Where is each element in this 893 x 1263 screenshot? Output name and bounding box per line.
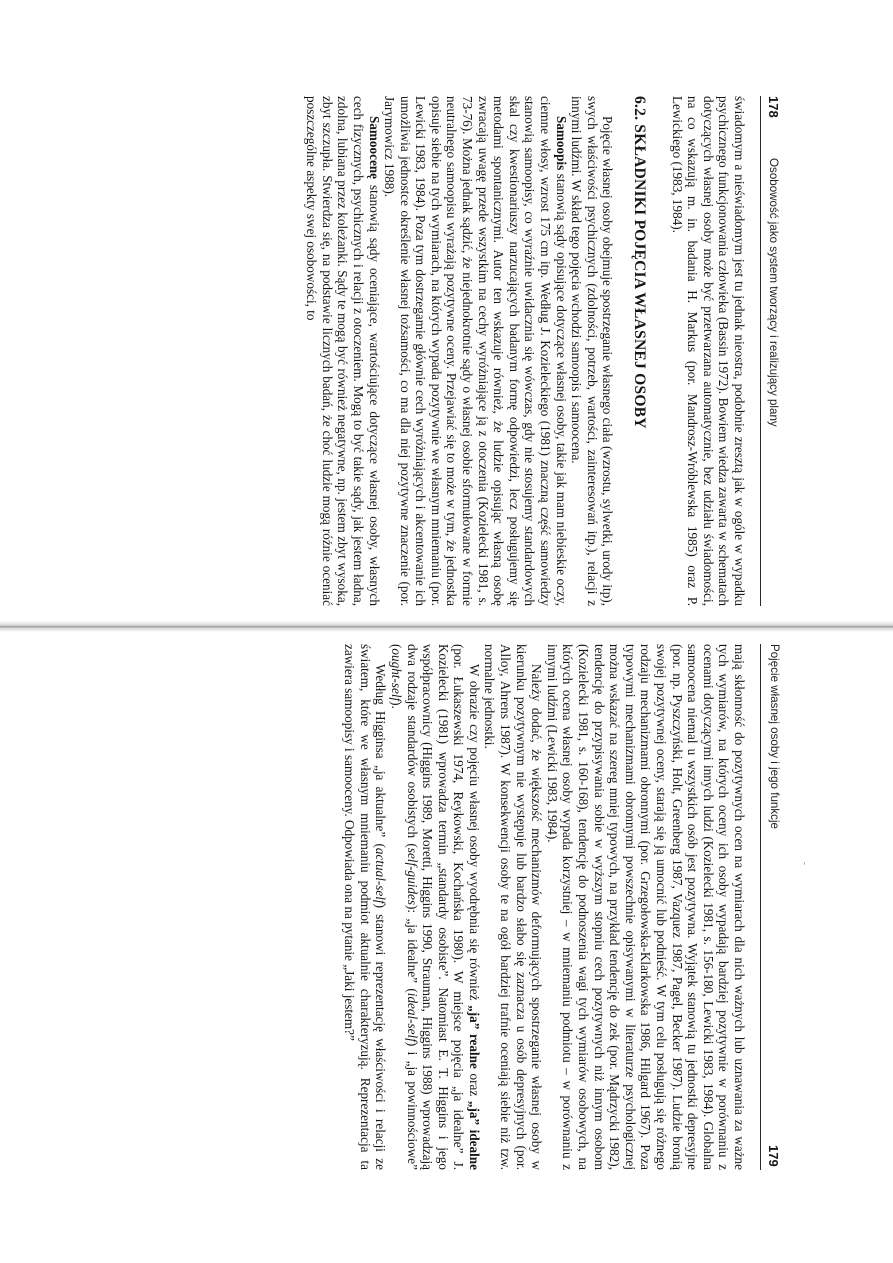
text-run: ): „ja idealne” ( [404,904,420,993]
right-body [342,644,747,1170]
text-run: ) stanowi reprezentację właściwości i relacji ze światem, które we własnym mniemaniu podmiot aktualnie charakteryzują. Reprezentacja ta zawiera samoopisy i samooceny. Odpowiada ona na pytanie „Jaki jestem?” [342,644,389,1170]
text-run: W obrazie czy pojęciu własnej osoby wyodrębnia się również [466,664,482,1006]
text-run: Według Higginsa „ja aktualne” ( [373,664,389,848]
term-samoopis: Samoopis [553,116,569,171]
page-number-right: 179 [766,1145,781,1167]
term-ought-self: ought-self [388,648,404,702]
continuation-paragraph: mają skłonność do pozytywnych ocen na wymiarach dla nich ważnych lub uznawania za ważne tych wymiarów, na których oceny ich osoby wypadają bardziej pozytywnie w porównaniu z ocenami dotyczącymi innych ludzi (Kozielecki 1981, s. 156-180, Lewicki 1983, 1984). Globalna samoocena niemal u wszystkich osób jest pozytywna. Wyjątek stanowią tu jednostki depresyjne (por. np. Pyszczyński, Holt, Greenberg 1987, Vazquez 1987, Pagel, Becker 1987). Ludzie bronią swojej pozytywnej oceny, starają się ją umocnić lub podnieść. W tym celu posługują się różnego rodzaju mechanizmami obronnymi (por. Grzegołowska-Klarkowska 1986, Hilgard 1967). Poza typowymi mechanizmami obronnymi powszechnie opisywanymi w literaturze psychologicznej można wskazać na szereg mniej typowych, na przykład tendencję do zek (por. Mądrzycki 1982), tendencję do przypisywania sobie w wyższym stopniu cech pozytywnych niż innym osobom (Kozielecki 1981, s. 160-168), tendencję do podnoszenia wagi tych wymiarów osobowych, na których ocena własnej osoby wypada korzystniej – w mniemaniu podmiotu – w porównaniu z innymi ludźmi (Lewicki 1983, 1984). [544,644,747,1170]
section-heading: 6.2. SKŁADNIKI POJĘCIA WŁASNEJ OSOBY [631,96,649,429]
text-run: ). [388,701,404,709]
depression-paragraph: Należy dodać, że większość mechanizmów deformujących spostrzeganie własnej osoby w kierunku pozytywnym nie występuje lub bardzo słabo się zaznacza u osób depresyjnych (por. Alloy, Ahrens 1987). W konsekwencji osoby te na ogół bardziej trafnie oceniają siebie niż tzw. normalne jednostki. [482,644,545,1170]
text-run: (por. Łukaszewski 1974, Reykowski, Kochańska 1980). W miejsce pojęcia „ja idealne” J. Kozielecki (1981) wprowadza termin „standardy osobiste”. Natomiast E. T. Higgins i jego współpracownicy (Higgins 1989, Moretti, Higgins 1990, Strauman, Higgins 1988) wprowadzają dwa rodzaje standardów osobistych ( [404,644,467,1170]
term-ideal-self: ideal-self [404,992,420,1042]
term-actual-self: actual-self [373,847,389,904]
term-ja-idealne: „ja” idealne [466,1100,482,1170]
running-head-left: Osobowość jako system tworzący i realizujący plany [767,158,780,427]
header-rule-left [760,96,761,606]
page-number-left: 178 [766,96,781,118]
left-page [0,0,893,620]
scan-speck [804,862,805,865]
book-gutter [0,621,893,632]
right-page [0,632,893,1263]
term-self-guides: self-guides [404,847,420,905]
term-samoocena: Samoocenę [366,116,382,179]
samoopis-paragraph [382,96,569,606]
real-ideal-self-paragraph [388,644,482,1170]
intro-paragraph: świadomym a nieświadomym jest tu jednak nieostra, podobnie zresztą jak w ogóle w wypadku psychicznego funkcjonowania człowieka (Bassin 1972). Bowiem wiedza zawarta w schematach dotyczących własnej osoby może być przetwarzana automatycznie, bez udziału świadomości, na co wskazują m. in. badania H. Markus (por. Mandrosz-Wróblewska 1985) oraz P. Lewickiego (1983, 1984). [669,96,747,606]
actual-self-paragraph [342,644,389,1170]
samoocena-paragraph [304,96,382,606]
samoopis-text: stanowią sądy opisujące dotyczące własnej osoby, takie jak mam niebieskie oczy, ciemne włosy, wzrost 175 cm itp. Według J. Kozieleckiego (1981) znaczną część samowiedzy stanowią samoopisy, co wyraźnie uwidacznia się wówczas, gdy nie stosujemy standardowych skal czy kwestionariuszy narzucających badanym formę odpowiedzi, lecz posługujemy się metodami spontanicznymi. Autor ten wskazuje również, że ludzie opisując własną osobę zwracają uwagę przede wszystkim na cechy wyróżniające ją z otoczenia (Kozielecki 1981, s. 73-76). Można jednak sądzić, że niejednokrotnie sądy o własnej osobie sformułowane w formie neutralnego samoopisu wyrażają pozytywne oceny. Przejawiać się to może w tym, że jednostka opisuje siebie na tych wymiarach, na których wypada pozytywnie we własnym mniemaniu (por. Lewicki 1983, 1984). Poza tym dostrzegamie głównie cech wyróżniających i akcentowanie ich umożliwia jednostce określenie własnej tożsamości, co ma dla niej pozytywne znaczenie (por. Jarymowicz 1988). [382,96,569,606]
samoocena-text: stanowią sądy oceniające, wartościujące dotyczące własnej osoby, własnych cech fizycznych, psychicznych i relacji z otoczeniem. Mogą to być takie sądy, jak jestem ładna, zdolna, lubiana przez koleżanki. Sądy te mogą być również negatywne, np. jestem zbyt wysoka, zbyt szczupła. Stwierdza się, na podstawie licznych badań, że choć ludzie mogą różnie oceniać poszczególne aspekty swej osobowości, to [304,96,382,606]
term-ja-realne: „ja” realne [466,1005,482,1069]
definition-paragraph: Pojęcie własnej osoby obejmuje spostrzeganie własnego ciała (wzrostu, sylwetki, urody itp), swych właściwości psychicznych (zdolności, potrzeb, wartości, zainteresowań itp.), relacji z innymi ludźmi. W skład tego pojęcia wchodzi samoopis i samoocena. [569,96,616,606]
text-run: oraz [466,1068,482,1101]
header-rule-right [760,644,761,1170]
text-run: ) i „ja powinnościowe” ( [388,644,420,1170]
running-head-right: Pojęcie własnej osoby i jego funkcje [768,644,781,829]
left-body [304,96,747,606]
